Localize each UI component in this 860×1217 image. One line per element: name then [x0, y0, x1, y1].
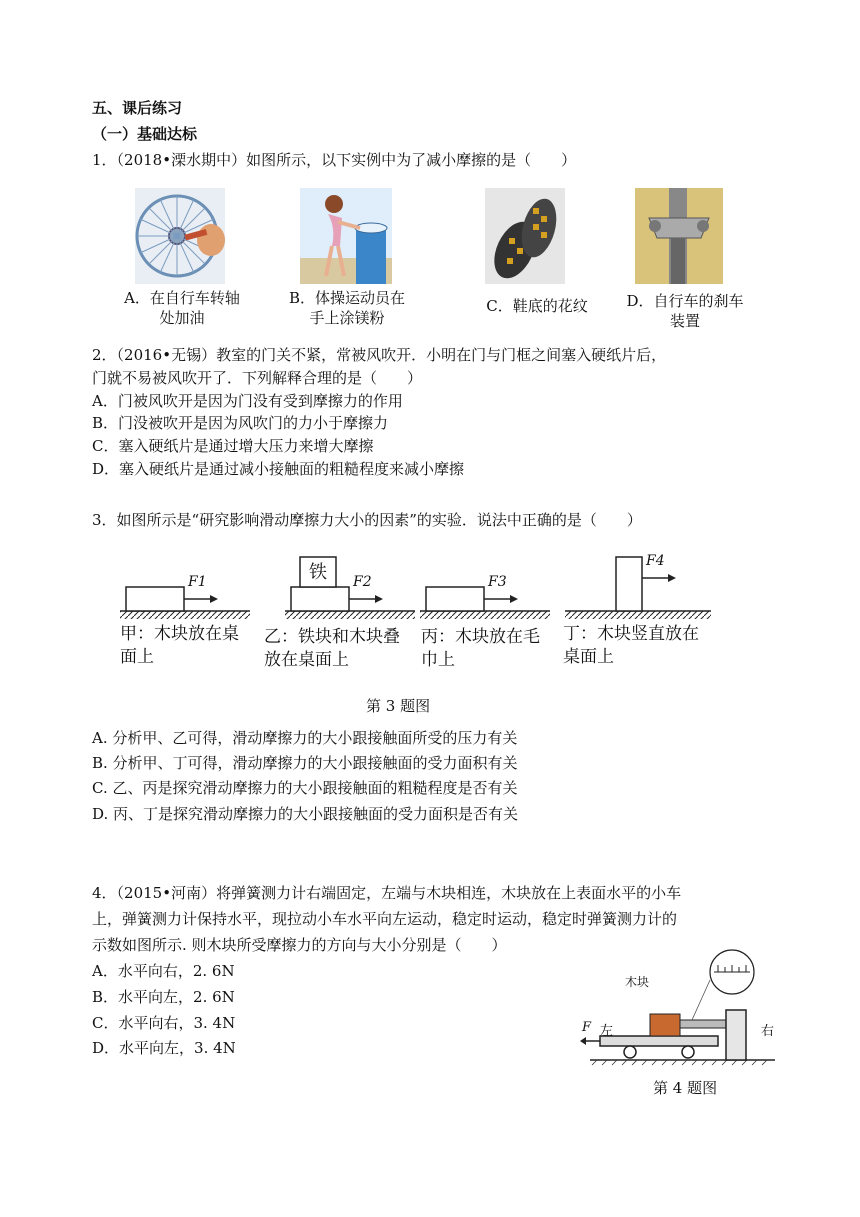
force-label-f2: F2: [353, 574, 372, 590]
q1-option-b: [272, 288, 422, 328]
q1-option-d-line2: 装置: [669, 312, 700, 330]
q4-force-label: F: [582, 1020, 592, 1035]
q1-option-c: [470, 296, 604, 316]
force-label-f4: F4: [646, 553, 665, 569]
bicycle-axle-image: [135, 188, 225, 284]
q3-caption-jia: [120, 623, 239, 669]
q2-option-d: D．塞入硬纸片是通过减小接触面的粗糙程度来减小摩擦: [92, 460, 465, 478]
q3-caption-ding-line2: 桌面上: [563, 647, 614, 667]
q1-option-a-line2: 处加油: [159, 309, 205, 327]
q1-option-b-line1: B．体操运动员在: [288, 289, 406, 307]
q2-option-a: A．门被风吹开是因为门没有受到摩擦力的作用: [92, 392, 403, 410]
q3-caption-yi-line2: 放在桌面上: [264, 650, 349, 670]
q3-caption-ding-line1: 丁：木块竖直放在: [563, 624, 699, 644]
q1-option-a-line1: A．在自行车转轴: [124, 289, 240, 307]
q3-caption-jia-line2: 面上: [120, 647, 154, 667]
q4-right-label: 右: [761, 1024, 775, 1039]
section-subtitle: （一）基础达标: [92, 125, 198, 143]
q4-figure-title: 第 4 题图: [653, 1079, 718, 1097]
q1-option-d-line1: D．自行车的刹车: [626, 292, 744, 310]
q4-option-a: A．水平向右，2. 6N: [92, 962, 235, 980]
question-2-stem-line1: 2．（2016•无锡）教室的门关不紧，常被风吹开．小明在门与门框之间塞入硬纸片后，: [92, 346, 667, 364]
q4-option-d: D．水平向左，3. 4N: [92, 1039, 236, 1057]
bicycle-brake-image: [635, 188, 723, 284]
q3-option-b: B. 分析甲、丁可得，滑动摩擦力的大小跟接触面的受力面积有关: [92, 754, 518, 772]
question-4-stem-line2: 上，弹簧测力计保持水平，现拉动小车水平向左运动，稳定时运动，稳定时弹簧测力计的: [92, 910, 678, 928]
q3-caption-yi: [264, 626, 400, 672]
shoe-sole-image: [485, 188, 565, 284]
q4-left-label: 左: [600, 1024, 614, 1039]
q1-option-b-line2: 手上涂镁粉: [309, 309, 385, 327]
q3-figure-title: 第 3 题图: [366, 697, 431, 715]
q1-option-c-line1: C．鞋底的花纹: [486, 297, 588, 315]
section-title: 五、课后练习: [92, 99, 183, 117]
q3-caption-bing-line2: 巾上: [421, 650, 455, 670]
q4-option-c: C．水平向右，3. 4N: [92, 1014, 236, 1032]
gymnast-image: [300, 188, 392, 284]
q2-option-b: B．门没被吹开是因为风吹门的力小于摩擦力: [92, 414, 389, 432]
q3-caption-jia-line1: 甲：木块放在桌: [120, 624, 239, 644]
q1-option-d: [610, 291, 760, 331]
question-2-stem-line2: 门就不易被风吹开了．下列解释合理的是（ ）: [92, 369, 423, 387]
q3-figure: [110, 550, 740, 622]
q3-option-d: D. 丙、丁是探究滑动摩擦力的大小跟接触面的受力面积是否有关: [92, 805, 519, 823]
force-label-f1: F1: [188, 574, 207, 590]
q3-option-c: C. 乙、丙是探究滑动摩擦力的大小跟接触面的粗糙程度是否有关: [92, 779, 518, 797]
iron-block-label: 铁: [309, 562, 327, 583]
force-label-f3: F3: [488, 574, 507, 590]
q3-caption-ding: [563, 623, 699, 669]
q2-option-c: C．塞入硬纸片是通过增大压力来增大摩擦: [92, 437, 374, 455]
q1-option-a: [104, 288, 260, 328]
question-4-stem-line1: 4．（2015•河南）将弹簧测力计右端固定，左端与木块相连，木块放在上表面水平的小车: [92, 884, 682, 902]
q3-caption-bing: [421, 626, 540, 672]
q3-caption-bing-line1: 丙：木块放在毛: [421, 627, 540, 647]
question-1-stem: 1．（2018•溧水期中）如图所示，以下实例中为了减小摩擦的是（ ）: [92, 151, 577, 169]
q4-block-label: 木块: [625, 975, 650, 989]
question-3-stem: 3．如图所示是“研究影响滑动摩擦力大小的因素”的实验．说法中正确的是（ ）: [92, 511, 642, 529]
q3-option-a: A. 分析甲、乙可得，滑动摩擦力的大小跟接触面所受的压力有关: [92, 729, 518, 747]
q4-figure: [580, 948, 780, 1068]
question-4-stem-line3: 示数如图所示. 则木块所受摩擦力的方向与大小分别是（ ）: [92, 936, 507, 954]
q4-option-b: B．水平向左，2. 6N: [92, 988, 235, 1006]
q3-caption-yi-line1: 乙：铁块和木块叠: [264, 627, 400, 647]
